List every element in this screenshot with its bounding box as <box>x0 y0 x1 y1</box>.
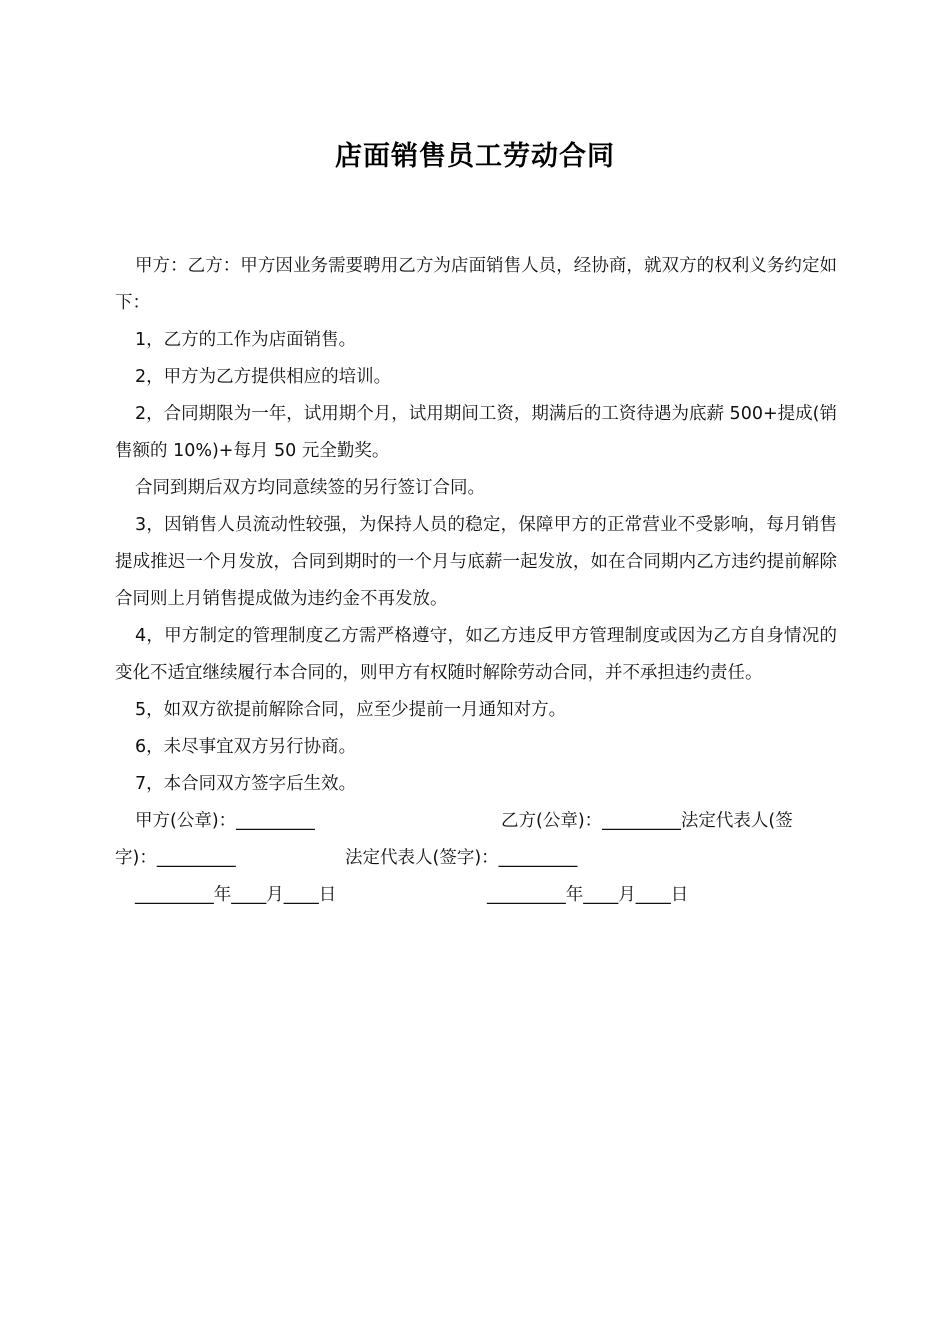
clause-3: 3，因销售人员流动性较强，为保持人员的稳定，保障甲方的正常营业不受影响，每月销售提成推迟一个月发放，合同到期时的一个月与底薪一起发放，如在合同期内乙方违约提前解除合同则上月销售提成做为违约金不再发放。 <box>115 515 837 609</box>
signature-row-seal <box>115 803 837 840</box>
renewal-paragraph: 合同到期后双方均同意续签的另行签订合同。 <box>135 478 485 498</box>
party-b-seal: 乙方(公章)：_________法定代表人(签 <box>501 811 793 831</box>
document-title: 店面销售员工劳动合同 <box>335 141 615 172</box>
signature-row-rep <box>115 840 837 877</box>
party-b-rep: 法定代表人(签字)：_________ <box>345 848 578 868</box>
signature-row-date <box>115 877 837 914</box>
date-b: _________年____月____日 <box>487 885 689 905</box>
clause-7: 7，本合同双方签字后生效。 <box>135 774 357 794</box>
party-a-rep: 字)：_________ <box>115 848 236 868</box>
clause-5: 5，如双方欲提前解除合同，应至少提前一月通知对方。 <box>135 700 567 720</box>
clause-1: 1，乙方的工作为店面销售。 <box>135 330 357 350</box>
intro-paragraph: 甲方：乙方：甲方因业务需要聘用乙方为店面销售人员，经协商，就双方的权利义务约定如下： <box>115 256 837 313</box>
party-a-seal: 甲方(公章)：_________ <box>135 811 315 831</box>
clause-4: 4，甲方制定的管理制度乙方需严格遵守，如乙方违反甲方管理制度或因为乙方自身情况的变化不适宜继续履行本合同的，则甲方有权随时解除劳动合同，并不承担违约责任。 <box>115 626 837 683</box>
contract-body <box>115 248 837 914</box>
date-a: _________年____月____日 <box>135 885 337 905</box>
clause-6: 6，未尽事宜双方另行协商。 <box>135 737 357 757</box>
clause-2-training: 2，甲方为乙方提供相应的培训。 <box>135 367 392 387</box>
clause-2-term: 2，合同期限为一年，试用期个月，试用期间工资，期满后的工资待遇为底薪 500+提成(销售额的 10%)+每月 50 元全勤奖。 <box>115 404 837 461</box>
